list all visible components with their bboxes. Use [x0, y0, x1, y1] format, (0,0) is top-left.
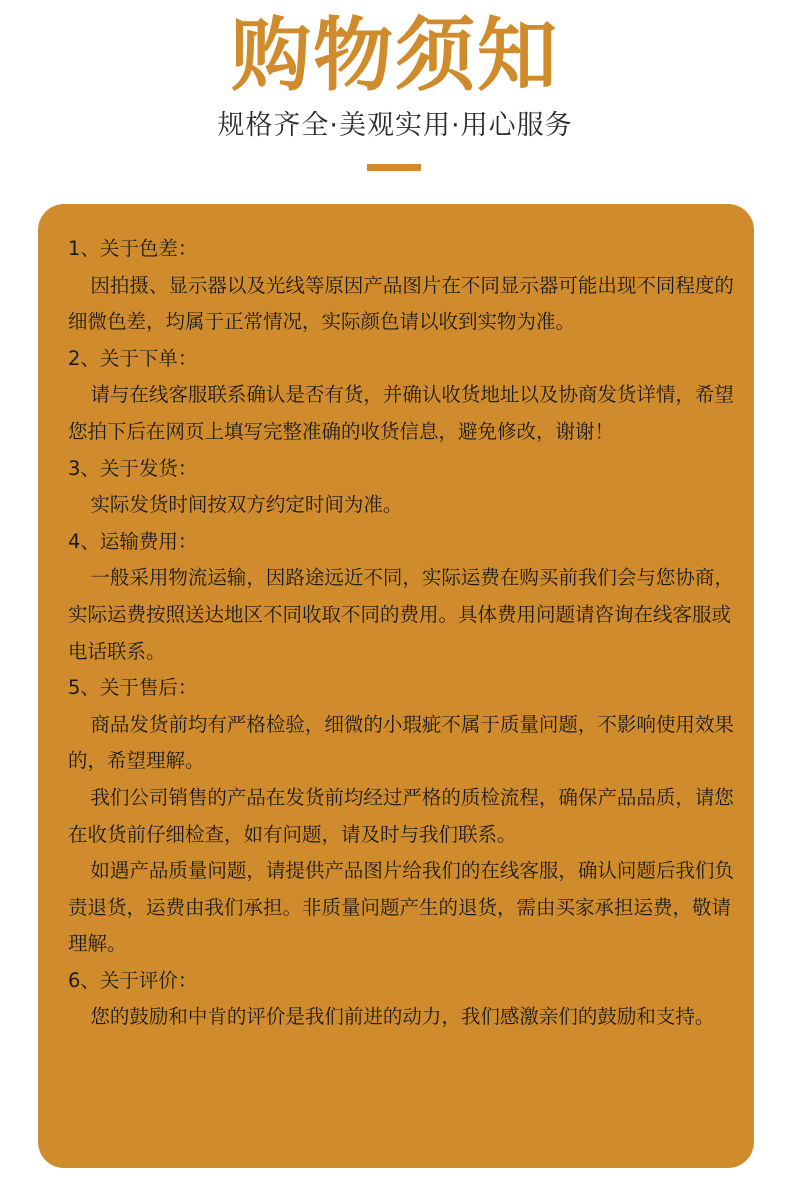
notice-section-shipping: [68, 451, 734, 524]
section-paragraph: 因拍摄、显示器以及光线等原因产品图片在不同显示器可能出现不同程度的细微色差，均属于正常情况，实际颜色请以收到实物为准。: [68, 273, 734, 334]
section-heading: 4、运输费用：: [68, 529, 198, 553]
section-paragraph: 请与在线客服联系确认是否有货，并确认收货地址以及协商发货详情，希望您拍下后在网页上填写完整准确的收货信息，避免修改，谢谢！: [68, 383, 734, 443]
section-heading: 6、关于评价：: [68, 968, 198, 992]
section-paragraph: 我们公司销售的产品在发货前均经过严格的质检流程，确保产品品质，请您在收货前仔细检查，如有问题，请及时与我们联系。: [68, 785, 734, 846]
title-divider: [367, 164, 421, 171]
section-heading: 2、关于下单：: [68, 346, 198, 370]
section-heading: 5、关于售后：: [68, 676, 198, 700]
section-paragraph: 商品发货前均有严格检验，细微的小瑕疵不属于质量问题，不影响使用效果的，希望理解。: [68, 712, 734, 773]
section-heading: 1、关于色差：: [68, 237, 198, 260]
notice-section-after-sales: [68, 670, 734, 963]
section-heading: 3、关于发货：: [68, 456, 198, 480]
page-title: 购物须知: [231, 9, 559, 102]
notice-section-freight-cost: [68, 524, 734, 670]
notice-section-ordering: [68, 341, 734, 451]
section-paragraph: 您的鼓励和中肯的评价是我们前进的动力，我们感激亲们的鼓励和支持。: [90, 1005, 715, 1029]
page-subtitle: 规格齐全·美观实用·用心服务: [217, 110, 573, 141]
section-paragraph: 如遇产品质量问题，请提供产品图片给我们的在线客服，确认问题后我们负责退货，运费由我们承担。非质量问题产生的退货，需由买家承担运费，敬请理解。: [68, 859, 734, 956]
section-paragraph: 实际发货时间按双方约定时间为准。: [90, 493, 403, 517]
section-paragraph: 一般采用物流运输，因路途远近不同，实际运费在购买前我们会与您协商，实际运费按照送达地区不同收取不同的费用。具体费用问题请咨询在线客服或电话联系。: [68, 566, 734, 663]
notice-section-reviews: [68, 963, 734, 1036]
notice-card: [38, 204, 754, 1168]
notice-section-color-difference: [68, 231, 734, 341]
